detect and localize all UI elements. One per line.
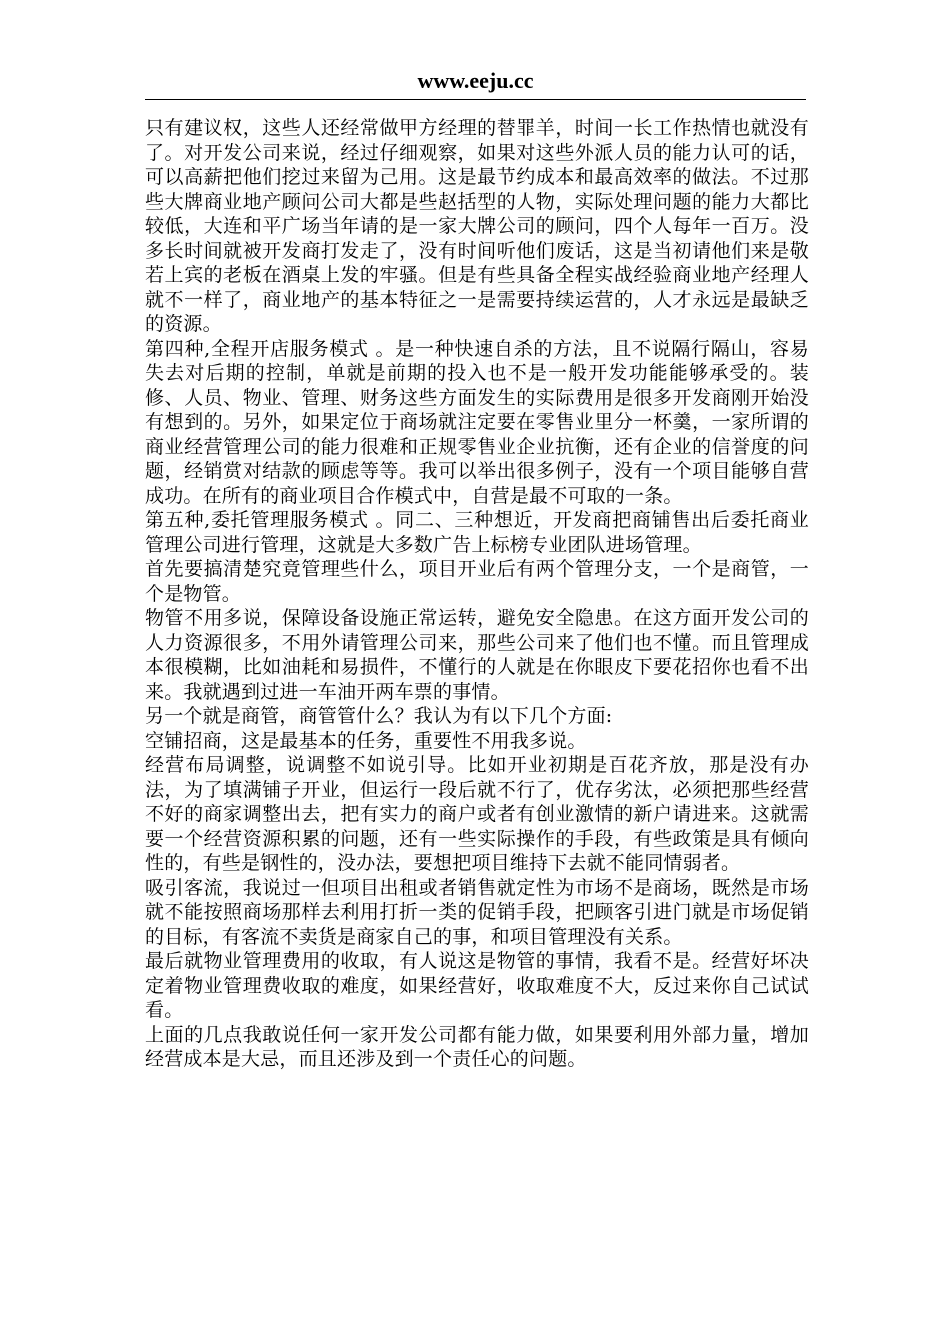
header-divider	[145, 99, 806, 100]
paragraph-consultants: 只有建议权，这些人还经常做甲方经理的替罪羊，时间一长工作热情也就没有了。对开发公司来说，经过仔细观察，如果对这些外派人员的能力认可的话，可以高薪把他们挖过来留为己用。这是最节约成本和最高效率的做法。不过那些大牌商业地产顾问公司大都是些赵括型的人物，实际处理问题的能力大都比较低，大连和平广场当年请的是一家大牌公司的顾问，四个人每年一百万。没多长时间就被开发商打发走了，没有时间听他们废话，这是当初请他们来是敬若上宾的老板在酒桌上发的牢骚。但是有些具备全程实战经验商业地产经理人就不一样了，商业地产的基本特征之一是需要持续运营的，人才永远是最缺乏的资源。	[145, 117, 809, 335]
paragraph-property-management: 物管不用多说，保障设备设施正常运转，避免安全隐患。在这方面开发公司的人力资源很多，不用外请管理公司来，那些公司来了他们也不懂。而且管理成本很模糊，比如油耗和易损件，不懂行的人就是在你眼皮下要花招你也看不出来。我就遇到过进一车油开两车票的事情。	[145, 607, 809, 703]
document-body	[145, 116, 809, 1072]
paragraph-management-branches: 首先要搞清楚究竟管理些什么，项目开业后有两个管理分支，一个是商管，一个是物管。	[145, 558, 809, 605]
paragraph-vacant-leasing: 空铺招商，这是最基本的任务，重要性不用我多说。	[145, 729, 587, 752]
paragraph-customer-flow: 吸引客流，我说过一但项目出租或者销售就定性为市场不是商场，既然是市场就不能按照商场那样去利用打折一类的促销手段，把顾客引进门就是市场促销的目标，有客流不卖货是商家自己的事，和项目管理没有关系。	[145, 876, 809, 948]
paragraph-conclusion: 上面的几点我敢说任何一家开发公司都有能力做，如果要利用外部力量，增加经营成本是大忌，而且还涉及到一个责任心的问题。	[145, 1023, 809, 1070]
paragraph-fee-collection: 最后就物业管理费用的收取，有人说这是物管的事情，我看不是。经营好坏决定着物业管理费收取的难度，如果经营好，收取难度不大，反过来你自己试试看。	[145, 950, 809, 1021]
paragraph-mode-four: 第四种,全程开店服务模式 。是一种快速自杀的方法，且不说隔行隔山，容易失去对后期的控制，单就是前期的投入也不是一般开发功能能够承受的。装修、人员、物业、管理、财务这些方面发生的实际费用是很多开发商刚开始没有想到的。另外，如果定位于商场就注定要在零售业里分一杯羹，一家所谓的商业经营管理公司的能力很难和正规零售业企业抗衡，还有企业的信誉度的问题，经销赏对结款的顾虑等等。我可以举出很多例子，没有一个项目能够自营成功。在所有的商业项目合作模式中，自营是最不可取的一条。	[145, 337, 809, 507]
paragraph-commercial-management: 另一个就是商管，商管管什么？我认为有以下几个方面:	[145, 705, 613, 727]
paragraph-mode-five: 第五种,委托管理服务模式 。同二、三种想近，开发商把商铺售出后委托商业管理公司进行管理，这就是大多数广告上标榜专业团队进场管理。	[145, 509, 809, 556]
page-header	[145, 66, 806, 96]
site-url: www.eeju.cc	[417, 68, 534, 93]
paragraph-layout-adjustment: 经营布局调整，说调整不如说引导。比如开业初期是百花齐放，那是没有办法，为了填满铺子开业，但运行一段后就不行了，优存劣汰，必须把那些经营不好的商家调整出去，把有实力的商户或者有创业激情的新户请进来。这就需要一个经营资源积累的问题，还有一些实际操作的手段，有些政策是具有倾向性的，有些是钢性的，没办法，要想把项目维持下去就不能同情弱者。	[145, 754, 809, 874]
